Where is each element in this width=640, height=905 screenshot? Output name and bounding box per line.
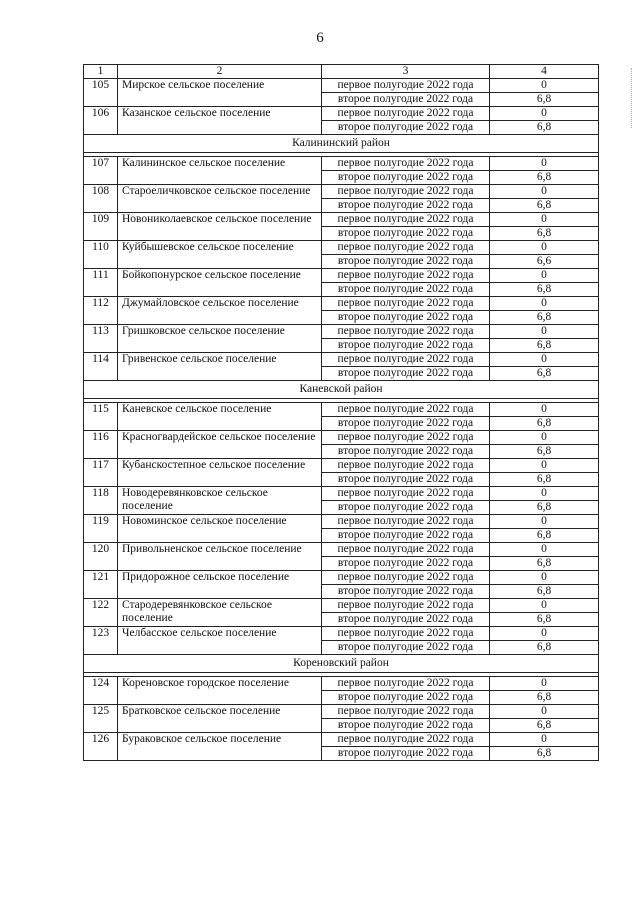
row-number: 109 <box>84 213 118 241</box>
period-second: второе полугодие 2022 года <box>322 501 490 515</box>
value-second: 6,8 <box>490 93 599 107</box>
row-number: 114 <box>84 353 118 381</box>
period-first: первое полугодие 2022 года <box>322 459 490 473</box>
row-number: 123 <box>84 627 118 655</box>
period-second: второе полугодие 2022 года <box>322 747 490 761</box>
settlement-name: Придорожное сельское поселение <box>118 571 322 599</box>
period-second: второе полугодие 2022 года <box>322 255 490 269</box>
row-number: 106 <box>84 107 118 135</box>
value-first: 0 <box>490 627 599 641</box>
value-second: 6,8 <box>490 417 599 431</box>
period-second: второе полугодие 2022 года <box>322 93 490 107</box>
settlement-name: Братковское сельское поселение <box>118 705 322 733</box>
value-first: 0 <box>490 157 599 171</box>
value-second: 6,8 <box>490 557 599 571</box>
table-row <box>84 677 599 691</box>
tariff-table <box>83 64 599 761</box>
table-row <box>84 599 599 613</box>
settlement-name: Красногвардейское сельское поселение <box>118 431 322 459</box>
value-second: 6,8 <box>490 529 599 543</box>
settlement-name: Новониколаевское сельское поселение <box>118 213 322 241</box>
row-number: 116 <box>84 431 118 459</box>
value-first: 0 <box>490 353 599 367</box>
value-second: 6,8 <box>490 227 599 241</box>
value-second: 6,8 <box>490 585 599 599</box>
period-first: первое полугодие 2022 года <box>322 353 490 367</box>
value-first: 0 <box>490 599 599 613</box>
value-first: 0 <box>490 543 599 557</box>
value-second: 6,8 <box>490 311 599 325</box>
header-cell-2: 2 <box>118 65 322 79</box>
table-row <box>84 325 599 339</box>
value-second: 6,8 <box>490 747 599 761</box>
value-first: 0 <box>490 677 599 691</box>
table-row <box>84 213 599 227</box>
value-first: 0 <box>490 185 599 199</box>
period-first: первое полугодие 2022 года <box>322 185 490 199</box>
table-row <box>84 487 599 501</box>
period-first: первое полугодие 2022 года <box>322 157 490 171</box>
value-second: 6,8 <box>490 283 599 297</box>
value-second: 6,8 <box>490 473 599 487</box>
settlement-name: Староеличковское сельское поселение <box>118 185 322 213</box>
period-first: первое полугодие 2022 года <box>322 325 490 339</box>
period-second: второе полугодие 2022 года <box>322 283 490 297</box>
period-second: второе полугодие 2022 года <box>322 473 490 487</box>
value-second: 6,8 <box>490 367 599 381</box>
period-first: первое полугодие 2022 года <box>322 213 490 227</box>
value-second: 6,8 <box>490 641 599 655</box>
period-second: второе полугодие 2022 года <box>322 691 490 705</box>
period-second: второе полугодие 2022 года <box>322 199 490 213</box>
district-title: Калининский район <box>84 135 599 153</box>
row-number: 110 <box>84 241 118 269</box>
value-second: 6,8 <box>490 339 599 353</box>
value-first: 0 <box>490 705 599 719</box>
value-first: 0 <box>490 459 599 473</box>
value-first: 0 <box>490 213 599 227</box>
row-number: 118 <box>84 487 118 515</box>
table-row <box>84 515 599 529</box>
table-row <box>84 543 599 557</box>
value-second: 6,8 <box>490 613 599 627</box>
period-second: второе полугодие 2022 года <box>322 121 490 135</box>
period-first: первое полугодие 2022 года <box>322 733 490 747</box>
period-second: второе полугодие 2022 года <box>322 613 490 627</box>
table-row <box>84 269 599 283</box>
table-row <box>84 157 599 171</box>
settlement-name: Калининское сельское поселение <box>118 157 322 185</box>
value-second: 6,6 <box>490 255 599 269</box>
row-number: 112 <box>84 297 118 325</box>
page-number: 6 <box>316 30 324 46</box>
settlement-name: Джумайловское сельское поселение <box>118 297 322 325</box>
district-row <box>84 135 599 153</box>
district-row <box>84 381 599 399</box>
period-first: первое полугодие 2022 года <box>322 79 490 93</box>
settlement-name: Бураковское сельское поселение <box>118 733 322 761</box>
header-cell-4: 4 <box>490 65 599 79</box>
value-first: 0 <box>490 241 599 255</box>
value-first: 0 <box>490 269 599 283</box>
period-second: второе полугодие 2022 года <box>322 641 490 655</box>
table-row <box>84 403 599 417</box>
period-first: первое полугодие 2022 года <box>322 627 490 641</box>
table-row <box>84 107 599 121</box>
value-first: 0 <box>490 431 599 445</box>
table-row <box>84 185 599 199</box>
period-second: второе полугодие 2022 года <box>322 339 490 353</box>
value-second: 6,8 <box>490 445 599 459</box>
district-row <box>84 655 599 673</box>
value-second: 6,8 <box>490 719 599 733</box>
value-first: 0 <box>490 487 599 501</box>
row-number: 121 <box>84 571 118 599</box>
period-first: первое полугодие 2022 года <box>322 431 490 445</box>
period-first: первое полугодие 2022 года <box>322 297 490 311</box>
settlement-name: Челбасское сельское поселение <box>118 627 322 655</box>
period-first: первое полугодие 2022 года <box>322 107 490 121</box>
row-number: 125 <box>84 705 118 733</box>
settlement-name: Казанское сельское поселение <box>118 107 322 135</box>
value-first: 0 <box>490 79 599 93</box>
period-first: первое полугодие 2022 года <box>322 571 490 585</box>
row-number: 113 <box>84 325 118 353</box>
table-body <box>84 65 599 761</box>
settlement-name: Куйбышевское сельское поселение <box>118 241 322 269</box>
table-row <box>84 241 599 255</box>
row-number: 108 <box>84 185 118 213</box>
period-second: второе полугодие 2022 года <box>322 367 490 381</box>
period-first: первое полугодие 2022 года <box>322 599 490 613</box>
settlement-name: Стародеревянковское сельское поселение <box>118 599 322 627</box>
value-first: 0 <box>490 297 599 311</box>
row-number: 115 <box>84 403 118 431</box>
value-first: 0 <box>490 403 599 417</box>
table-row <box>84 733 599 747</box>
row-number: 105 <box>84 79 118 107</box>
row-number: 119 <box>84 515 118 543</box>
period-first: первое полугодие 2022 года <box>322 269 490 283</box>
settlement-name: Новодеревянковское сельское поселение <box>118 487 322 515</box>
table-row <box>84 459 599 473</box>
settlement-name: Гривенское сельское поселение <box>118 353 322 381</box>
table-row <box>84 571 599 585</box>
value-second: 6,8 <box>490 691 599 705</box>
table-row <box>84 627 599 641</box>
row-number: 107 <box>84 157 118 185</box>
period-second: второе полугодие 2022 года <box>322 171 490 185</box>
district-title: Кореновский район <box>84 655 599 673</box>
period-first: первое полугодие 2022 года <box>322 543 490 557</box>
scan-margin-mark <box>631 68 636 128</box>
period-second: второе полугодие 2022 года <box>322 719 490 733</box>
period-first: первое полугодие 2022 года <box>322 487 490 501</box>
table-row <box>84 353 599 367</box>
settlement-name: Кубанскостепное сельское поселение <box>118 459 322 487</box>
value-first: 0 <box>490 571 599 585</box>
table-row <box>84 297 599 311</box>
value-second: 6,8 <box>490 199 599 213</box>
value-second: 6,8 <box>490 501 599 515</box>
value-first: 0 <box>490 107 599 121</box>
period-second: второе полугодие 2022 года <box>322 557 490 571</box>
row-number: 124 <box>84 677 118 705</box>
settlement-name: Каневское сельское поселение <box>118 403 322 431</box>
period-second: второе полугодие 2022 года <box>322 311 490 325</box>
value-second: 6,8 <box>490 171 599 185</box>
table-header-row <box>84 65 599 79</box>
value-second: 6,8 <box>490 121 599 135</box>
period-first: первое полугодие 2022 года <box>322 515 490 529</box>
settlement-name: Бойкопонурское сельское поселение <box>118 269 322 297</box>
settlement-name: Новоминское сельское поселение <box>118 515 322 543</box>
settlement-name: Кореновское городское поселение <box>118 677 322 705</box>
settlement-name: Привольненское сельское поселение <box>118 543 322 571</box>
table-row <box>84 705 599 719</box>
row-number: 122 <box>84 599 118 627</box>
row-number: 126 <box>84 733 118 761</box>
period-second: второе полугодие 2022 года <box>322 417 490 431</box>
row-number: 117 <box>84 459 118 487</box>
period-first: первое полугодие 2022 года <box>322 241 490 255</box>
period-first: первое полугодие 2022 года <box>322 403 490 417</box>
settlement-name: Гришковское сельское поселение <box>118 325 322 353</box>
period-first: первое полугодие 2022 года <box>322 705 490 719</box>
district-title: Каневской район <box>84 381 599 399</box>
row-number: 111 <box>84 269 118 297</box>
period-first: первое полугодие 2022 года <box>322 677 490 691</box>
value-first: 0 <box>490 325 599 339</box>
value-first: 0 <box>490 515 599 529</box>
header-cell-3: 3 <box>322 65 490 79</box>
settlement-name: Мирское сельское поселение <box>118 79 322 107</box>
period-second: второе полугодие 2022 года <box>322 529 490 543</box>
table-row <box>84 431 599 445</box>
header-cell-1: 1 <box>84 65 118 79</box>
period-second: второе полугодие 2022 года <box>322 445 490 459</box>
row-number: 120 <box>84 543 118 571</box>
value-first: 0 <box>490 733 599 747</box>
period-second: второе полугодие 2022 года <box>322 227 490 241</box>
period-second: второе полугодие 2022 года <box>322 585 490 599</box>
table-row <box>84 79 599 93</box>
